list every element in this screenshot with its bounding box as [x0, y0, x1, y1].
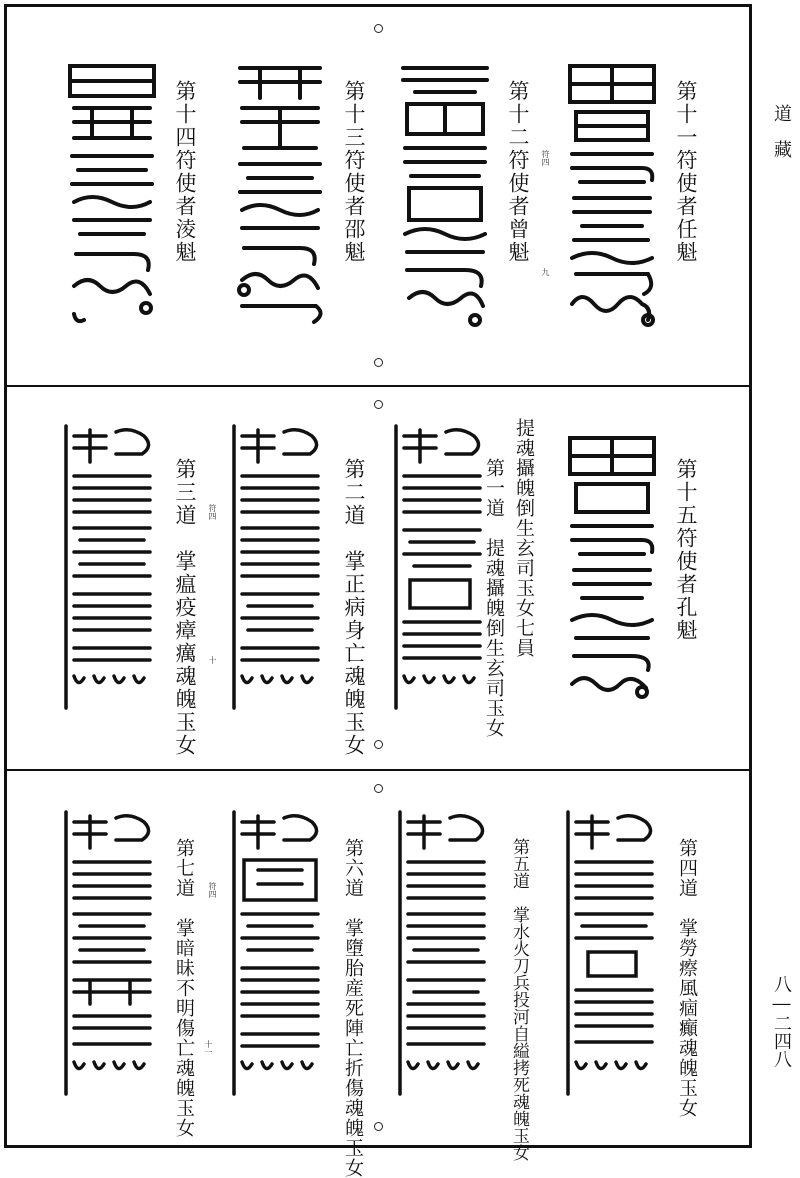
talisman-way-2: [228, 422, 328, 712]
margin-note: 十: [208, 656, 217, 664]
row-divider-2: [4, 769, 752, 771]
binding-hole: [374, 24, 383, 33]
caption-talisman-14: 第十四符使者淩魁: [173, 80, 197, 264]
caption-way-2: 第二道 掌正病身亡魂魄玉女: [342, 458, 366, 757]
talisman-way-5: [394, 808, 494, 1098]
talisman-way-1: [390, 422, 490, 712]
talisman-13: [230, 58, 330, 328]
talisman-way-7: [60, 808, 160, 1098]
binding-hole: [374, 400, 383, 409]
binding-hole: [374, 358, 383, 367]
caption-talisman-15: 第十五符使者孔魁: [674, 458, 698, 642]
talisman-way-3: [60, 422, 160, 712]
caption-talisman-13: 第十三符使者邵魁: [342, 80, 366, 264]
margin-note: 十一: [204, 1040, 213, 1056]
talisman-14: [62, 58, 162, 328]
caption-way-5: 第五道 掌水火刀兵投河自縊拷死魂魄玉女: [509, 838, 529, 1161]
page-number: 八―二四八: [771, 975, 792, 1068]
book-title: 道 藏: [771, 104, 792, 158]
binding-hole: [374, 1122, 383, 1131]
talisman-15: [562, 430, 662, 700]
caption-talisman-11: 第十一符使者任魁: [674, 80, 698, 264]
talisman-11: [562, 58, 662, 328]
margin-note: 九: [541, 268, 550, 276]
caption-way-1: 第一道 提魂攝魄倒生玄司玉女: [483, 458, 505, 738]
talisman-way-6: [228, 808, 328, 1098]
margin-note: 符四: [208, 882, 217, 898]
caption-way-3: 第三道 掌瘟疫瘴癘魂魄玉女: [173, 458, 197, 757]
caption-way-4: 第四道 掌勞瘵風痼癲魂魄玉女: [676, 838, 698, 1118]
binding-hole: [374, 784, 383, 793]
row-divider-1: [4, 385, 752, 387]
caption-jade-maidens-heading: 提魂攝魄倒生玄司玉女七員: [513, 418, 535, 658]
caption-way-7: 第七道 掌暗昧不明傷亡魂魄玉女: [173, 838, 195, 1138]
talisman-12: [395, 58, 495, 328]
caption-way-6: 第六道 掌墮胎産死陣亡折傷魂魄玉女: [342, 838, 364, 1178]
margin-note: 符四: [208, 504, 217, 520]
talisman-way-4: [562, 808, 662, 1098]
margin-note: 符四: [541, 150, 550, 166]
binding-hole: [374, 740, 383, 749]
caption-talisman-12: 第十二符使者曾魁: [506, 80, 530, 264]
